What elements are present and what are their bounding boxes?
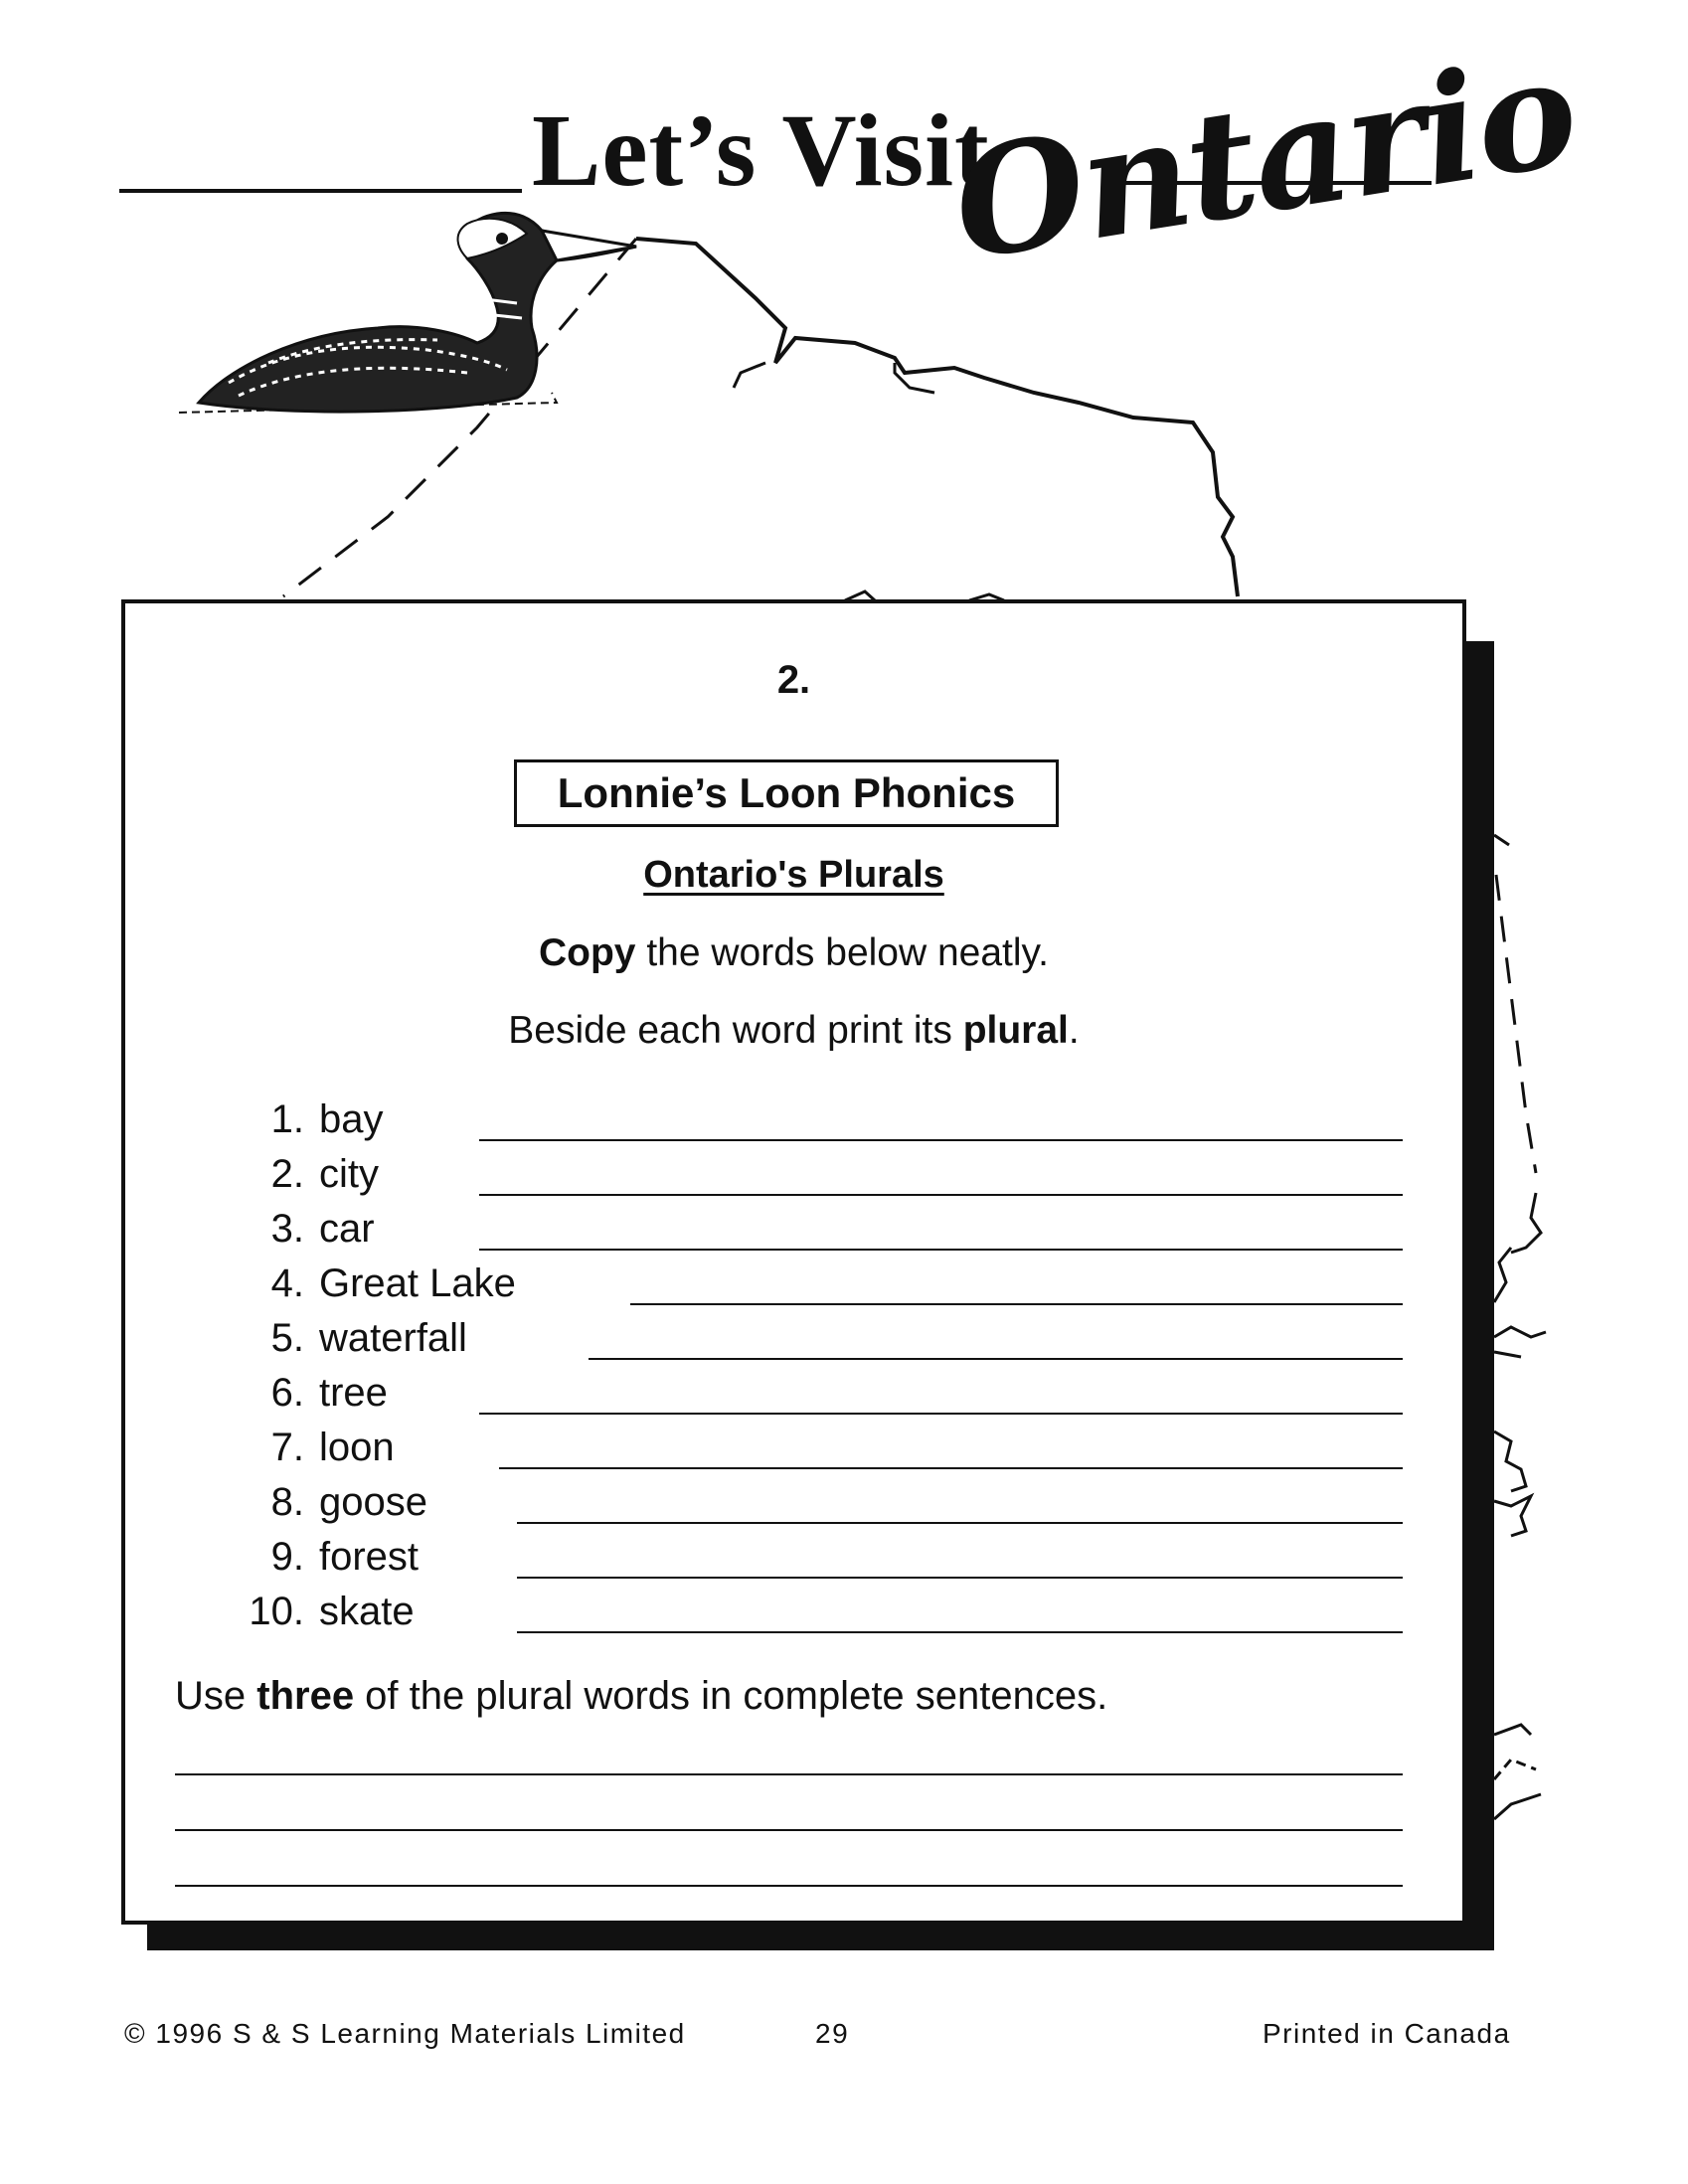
footer-printed-in: Printed in Canada [1263, 2018, 1511, 2049]
list-item [175, 1371, 1403, 1426]
instruction-text: the words below neatly. [635, 931, 1049, 974]
list-item-word: tree [319, 1371, 388, 1415]
sentence-writing-line[interactable] [175, 1885, 1403, 1887]
list-item [175, 1152, 1403, 1207]
instruction-bold: Copy [539, 931, 636, 974]
answer-line[interactable] [499, 1467, 1403, 1469]
sentence-instruction [175, 1674, 1107, 1719]
answer-line[interactable] [479, 1194, 1403, 1196]
list-item-word: Great Lake [319, 1261, 516, 1305]
instruction-bold: plural [962, 1009, 1069, 1052]
list-item-word: skate [319, 1590, 415, 1633]
sentence-writing-line[interactable] [175, 1829, 1403, 1831]
list-item-number: 10. [249, 1590, 304, 1633]
answer-line[interactable] [479, 1413, 1403, 1415]
list-item-number: 8. [270, 1480, 304, 1524]
list-item-number: 4. [270, 1261, 304, 1305]
answer-line[interactable] [630, 1303, 1403, 1305]
answer-line[interactable] [589, 1358, 1403, 1360]
list-item-word: loon [319, 1426, 395, 1469]
list-item-word: waterfall [319, 1316, 467, 1360]
page-title-script: Ontario [941, 23, 1588, 294]
activity-number: 2. [776, 658, 811, 702]
list-item-word: car [319, 1207, 375, 1251]
worksheet-heading: Lonnie’s Loon Phonics [514, 759, 1059, 827]
footer-page-number: 29 [815, 2018, 850, 2049]
list-item [175, 1480, 1403, 1535]
instruction-text: of the plural words in complete sentences. [354, 1674, 1108, 1718]
instruction-bold: three [256, 1674, 355, 1718]
instruction-text: Use [175, 1674, 257, 1718]
answer-line[interactable] [479, 1249, 1403, 1251]
answer-line[interactable] [517, 1522, 1403, 1524]
instruction-text: . [1068, 1009, 1080, 1052]
list-item-number: 9. [270, 1535, 304, 1579]
answer-line[interactable] [479, 1139, 1403, 1141]
list-item-number: 6. [270, 1371, 304, 1415]
footer-copyright: © 1996 S & S Learning Materials Limited [124, 2018, 686, 2049]
list-item [175, 1535, 1403, 1590]
list-item-number: 1. [270, 1097, 304, 1141]
list-item-number: 2. [270, 1152, 304, 1196]
list-item [175, 1426, 1403, 1480]
list-item [175, 1207, 1403, 1261]
instruction-plural [125, 1009, 1462, 1053]
list-item-number: 7. [270, 1426, 304, 1469]
page-title: Let’s Visit [532, 93, 990, 208]
list-item-number: 5. [270, 1316, 304, 1360]
list-item [175, 1316, 1403, 1371]
list-item-word: goose [319, 1480, 427, 1524]
header-rule [119, 189, 522, 193]
list-item [175, 1261, 1403, 1316]
list-item-number: 3. [270, 1207, 304, 1251]
list-item-word: bay [319, 1097, 384, 1141]
list-item-word: city [319, 1152, 379, 1196]
loon-illustration-icon [179, 213, 636, 413]
instruction-copy [125, 931, 1462, 975]
answer-line[interactable] [517, 1577, 1403, 1579]
list-item [175, 1097, 1403, 1152]
list-item-word: forest [319, 1535, 420, 1579]
worksheet-box [121, 599, 1466, 1925]
list-item [175, 1590, 1403, 1644]
answer-line[interactable] [517, 1631, 1403, 1633]
instruction-text: Beside each word print its [508, 1009, 963, 1052]
sentence-writing-line[interactable] [175, 1773, 1403, 1775]
worksheet-subheading: Ontario's Plurals [643, 854, 944, 896]
